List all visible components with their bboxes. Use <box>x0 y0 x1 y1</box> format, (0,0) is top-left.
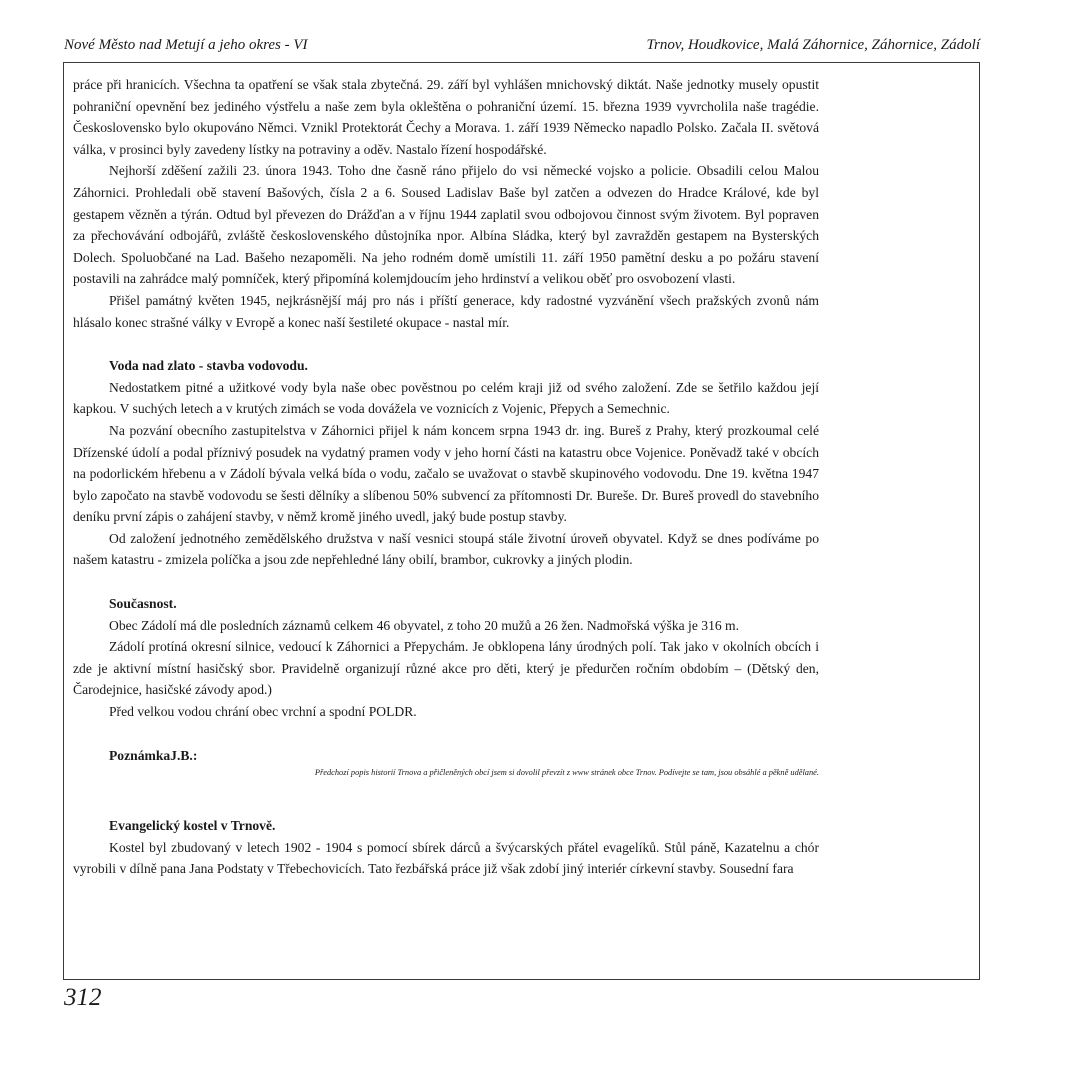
paragraph-1943-raid: Nejhorší zděšení zažili 23. února 1943. Toho dne časně ráno přijelo do vsi německé vojsko a policie. Obsadili celou Malou Záhornici. Prohledali obě stavení Bašových, čísla 2 a 6. Soused Ladislav Baše byl zatčen a odvezen do Hradce Králové, kde byl gestapem vězněn a týrán. Odtud byl převezen do Drážďan a v říjnu 1944 zaplatil svou odbojovou činnost svým životem. Byl popraven za přechovávání odbojářů, zvláště československého důstojníka npor. Albína Sládka, který byl zavražděn gestapem na Bysterských Dolech. Spoluobčané na Lad. Bašeho nezapoměli. Na jeho rodném domě umístili 11. září 1950 pamětní desku a po požáru stavení postavili na zahrádce malý pomníček, který připomíná kolemjdoucím jeho hrdinství a velikou oběť pro osvobození vlasti. <box>73 163 819 287</box>
header-chapter-title: Trnov, Houdkovice, Malá Záhornice, Záhornice, Zádolí <box>646 37 980 53</box>
header-book-title: Nové Město nad Metují a jeho okres - VI <box>64 37 308 53</box>
paragraph-cooperative: Od založení jednotného zemědělského družstva v naší vesnici stoupá stále životní úroveň obyvatel. Když se dnes podíváme po našem katastru - zmizela políčka a jsou zde nepřehledné lány obilí, brambor, cukrovky a jiných plodin. <box>73 530 819 568</box>
paragraph-prewar: práce při hranicích. Všechna ta opatření se však stala zbytečná. 29. září byl vyhlášen mnichovský diktát. Naše jednotky musely opustit pohraniční opevnění bez jediného výstřelu a naše zem byla okleštěna o pohraniční území. 15. března 1939 vyvrcholila naše tragédie. Československo bylo okupováno Němci. Vznikl Protektorát Čechy a Morava. 1. září 1939 Německo napadlo Polsko. Začala II. světová válka, v prosinci byly zavedeny lístky na potraviny a oděv. Nastalo řízení hospodářské. <box>73 77 819 157</box>
paragraph-water-supply: Na pozvání obecního zastupitelstva v Záhornici přijel k nám koncem srpna 1943 dr. ing. Bureš z Prahy, který prozkoumal celé Dřízenské údolí a podal příznivý posudek na vydatný pramen vody v jeho horní části na katastru obce Vojenice. Poněvadž také v obcích na podorlickém hřebenu a v Zádolí bývala velká bída o vodu, začalo se uvažovat o stavbě skupinového vodovodu. Dne 19. května 1947 bylo započato na stavbě vodovodu se šesti dělníky a slíbenou 50% subvencí za přítomnosti Dr. Bureše. Dr. Bureš provedl do stavebního deníku první zápis o zahájení stavby, v němž kromě jiného uvedl, jaký bude postup stavby. <box>73 422 819 525</box>
paragraph-population: Obec Zádolí má dle posledních záznamů celkem 46 obyvatel, z toho 20 mužů a 26 žen. Nadmořská výška je 316 m. <box>109 617 740 633</box>
paragraph-liberation: Přišel památný květen 1945, nejkrásnější máj pro nás i příští generace, kdy radostné vyzvánění všech pražských zvonů nám hlásalo konec strašné války v Evropě a konec naší šestileté okupace - nastal mír. <box>73 292 819 330</box>
spacer <box>73 571 819 593</box>
heading-note: PoznámkaJ.B.: <box>109 747 198 763</box>
heading-water: Voda nad zlato - stavba vodovodu. <box>109 358 308 374</box>
note-text: Předchozí popis historií Trnova a přičleněných obcí jsem si dovolil převzít z www stránek obce Trnov. Podívejte se tam, jsou obsáhlé a pěkně udělané. <box>314 768 819 778</box>
running-header <box>64 37 980 59</box>
paragraph-water-shortage: Nedostatkem pitné a užitkové vody byla naše obec pověstnou po celém kraji již od svého založení. Zde se šetřilo každou její kapkou. V suchých letech a v krutých zimách se voda dovážela ve voznicích z Vojenic, Přepych a Semechnic. <box>73 379 819 417</box>
body-text <box>73 74 819 880</box>
spacer <box>73 779 819 815</box>
paragraph-church: Kostel byl zbudovaný v letech 1902 - 1904 s pomocí sbírek dárců a švýcarských přátel evagelíků. Stůl páně, Kazatelnu a chór vyrobili v dílně pana Jana Podstaty v Třebechovicích. Tato řezbářská práce již však zdobí jiný interiér církevní stavby. Sousední fara <box>73 839 819 877</box>
paragraph-flood-protection: Před velkou vodou chrání obec vrchní a spodní POLDR. <box>109 704 417 720</box>
page-number: 312 <box>64 984 102 1011</box>
heading-church: Evangelický kostel v Trnově. <box>109 818 276 834</box>
heading-present: Současnost. <box>109 596 177 612</box>
spacer <box>73 333 819 355</box>
spacer <box>73 723 819 745</box>
paragraph-village-life: Zádolí protíná okresní silnice, vedoucí k Záhornici a Přepychám. Je obklopena lány úrodných polí. Tak jako v okolních obcích i zde je aktivní místní hasičský sbor. Pravidelně organizují různé akce pro děti, který je předurčen ročním obdobím – (Dětský den, Čarodejnice, hasičské závody apod.) <box>73 639 819 698</box>
